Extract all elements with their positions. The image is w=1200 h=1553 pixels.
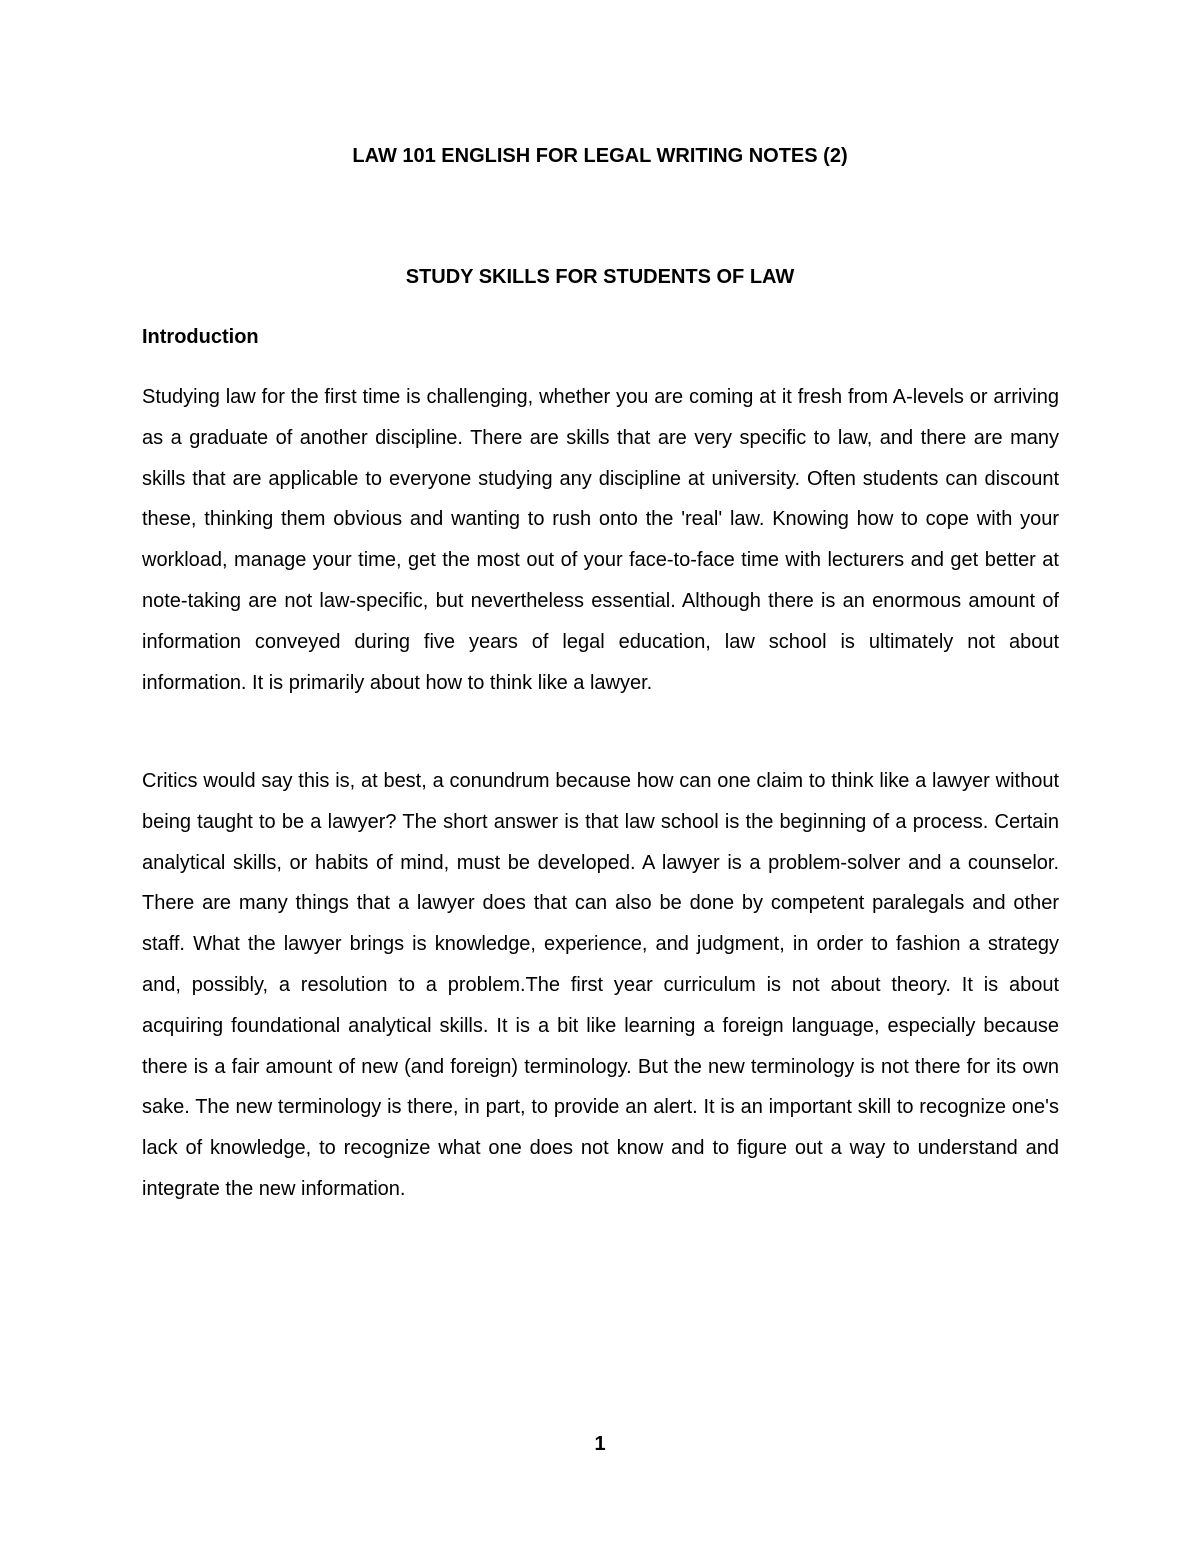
document-title: LAW 101 ENGLISH FOR LEGAL WRITING NOTES (2) [352, 145, 848, 167]
body-paragraph: Studying law for the first time is challenging, whether you are coming at it fresh from A-levels or arriving as a graduate of another discipline. There are skills that are very specific to law, and there are many skills that are applicable to everyone studying any discipline at university. Often students can discount these, thinking them obvious and wanting to rush onto the 'real' law. Knowing how to cope with your workload, manage your time, get the most out of your face-to-face time with lecturers and get better at note-taking are not law-specific, but nevertheless essential. Although there is an enormous amount of information conveyed during five years of legal education, law school is ultimately not about information. It is primarily about how to think like a lawyer. [142, 386, 1059, 694]
document-subtitle: STUDY SKILLS FOR STUDENTS OF LAW [405, 266, 795, 288]
section-heading-introduction: Introduction [142, 326, 259, 348]
page-number: 1 [594, 1433, 606, 1455]
body-paragraph: Critics would say this is, at best, a conundrum because how can one claim to think like a lawyer without being taught to be a lawyer? The short answer is that law school is the beginning of a process. Certain analytical skills, or habits of mind, must be developed. A lawyer is a problem-solver and a counselor. There are many things that a lawyer does that can also be done by competent paralegals and other staff. What the lawyer brings is knowledge, experience, and judgment, in order to fashion a strategy and, possibly, a resolution to a problem.The first year curriculum is not about theory. It is about acquiring foundational analytical skills. It is a bit like learning a foreign language, especially because there is a fair amount of new (and foreign) terminology. But the new terminology is not there for its own sake. The new terminology is there, in part, to provide an alert. It is an important skill to recognize one's lack of knowledge, to recognize what one does not know and to figure out a way to understand and integrate the new information. [142, 770, 1059, 1200]
